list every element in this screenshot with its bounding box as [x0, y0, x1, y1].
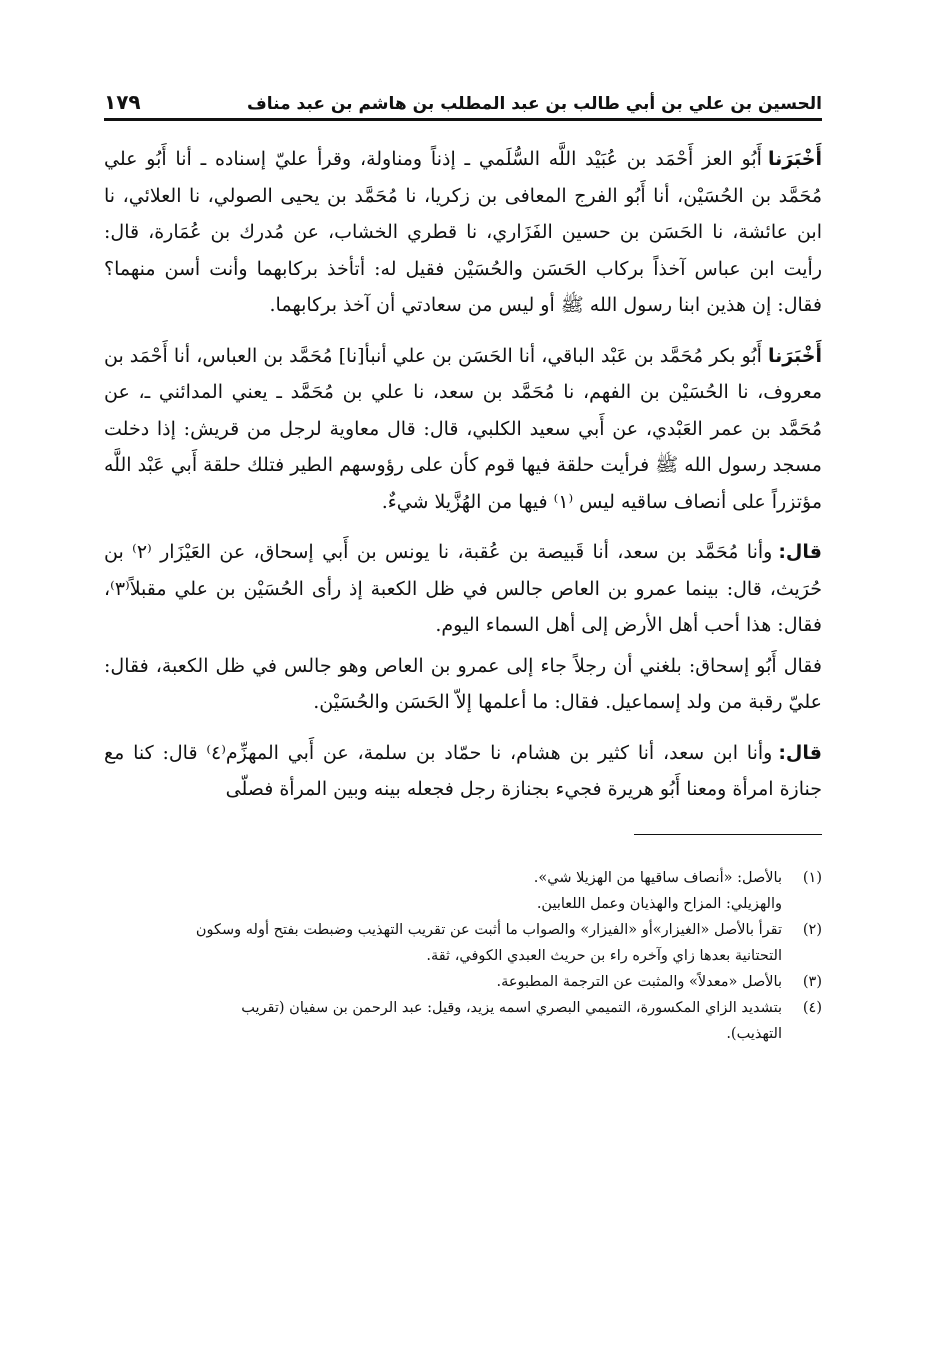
footnote-number: (٤) [802, 999, 822, 1016]
paragraph-text: فقال أَبُو إسحاق: بلغني أن رجلاً جاء إلى عمرو بن العاص وهو جالس في ظل الكعبة، فقال: عليّ رقبة من ولد إسماعيل. فقال: ما أعلمها إلاّ الحَسَن والحُسَيْن. [104, 654, 822, 713]
footnote-text: بالأصل «معدلاً» والمثبت عن الترجمة المطبوعة. [496, 973, 782, 990]
running-title: الحسين بن علي بن أبي طالب بن عبد المطلب بن هاشم بن عبد مناف [247, 94, 822, 114]
footnote-number: (٢) [802, 921, 822, 938]
paragraph-lead: أَخْبَرَنا [767, 148, 822, 170]
footnote-text: التحتانية بعدها زاي وآخره راء بن حريث العبدي الكوفي، ثقة. [426, 947, 782, 964]
paragraph [104, 534, 822, 644]
footnote-number: (١) [802, 869, 822, 886]
footnote [104, 995, 822, 1047]
paragraph-text: وأنا مُحَمَّد بن سعد، أنا قَبيصة بن عُقبة، نا يونس بن أَبي إسحاق، عن العَيْزَار ⁽٢⁾ بن حُرَيث، قال: بينما عمرو بن العاص جالس في ظل الكعبة إذ رأى الحُسَيْن بن علي مقبلاً⁽٣⁾، فقال: هذا أحب أهل الأرض إلى أهل السماء اليوم. [104, 541, 822, 636]
footnote-separator [634, 834, 822, 835]
footnote-number: (٣) [802, 973, 822, 990]
paragraph [104, 141, 822, 324]
footnote-text: تقرأ بالأصل «الغيزار»أو «الفيزار» والصواب ما أثبت عن تقريب التهذيب وضبطت بفتح أوله وسكون [195, 921, 782, 938]
footnote-text: التهذيب). [726, 1025, 782, 1042]
footnote [104, 891, 822, 917]
paragraph-text: أَبُو العز أَحْمَد بن عُبَيْد اللَّه السُّلَمي ـ إذناً ومناولة، وقرأ عليّ إسناده ـ أنا أَبُو علي مُحَمَّد بن الحُسَيْن، أنا أَبُو الفرج المعافى بن زكريا، نا مُحَمَّد بن يحيى الصولي، نا العلائي، نا ابن عائشة، نا الحَسَن بن حسين الفَزَاري، نا قطري الخشاب، عن مُدرك بن عُمَارة، قال: رأيت ابن عباس آخذاً بركاب الحَسَن والحُسَيْن فقيل له: أتأخذ بركابهما وأنت أسن منهما؟ فقال: إن هذين ابنا رسول الله ﷺ أو ليس من سعادتي أن آخذ بركابهما. [104, 148, 822, 316]
paragraph [104, 648, 822, 721]
paragraph [104, 338, 822, 521]
page-number: ١٧٩ [104, 90, 141, 114]
paragraph [104, 735, 822, 808]
footnote-text: بتشديد الزاي المكسورة، التميمي البصري اسمه يزيد، وقيل: عبد الرحمن بن سفيان (تقريب [241, 999, 782, 1016]
footnotes [104, 865, 822, 1047]
paragraph-lead: قال: [778, 541, 822, 563]
main-text [104, 141, 822, 808]
paragraph-lead: أَخْبَرَنا [767, 344, 822, 367]
paragraph-text: أَبُو بكر مُحَمَّد بن عَبْد الباقي، أنا الحَسَن بن علي أنبأ[نا] مُحَمَّد بن العباس، أنا أَحْمَد بن معروف، نا الحُسَيْن بن الفهم، نا مُحَمَّد بن سعد، نا علي بن مُحَمَّد ـ يعني المدائني ـ، عن مُحَمَّد بن عمر العَبْدي، عن أَبي سعيد الكلبي، قال: قال معاوية لرجل من قريش: إذا دخلت مسجد رسول الله ﷺ فرأيت حلقة فيها قوم كأن على رؤوسهم الطير فتلك حلقة أَبي عَبْد اللَّه مؤتزراً على أنصاف ساقيه ليس ⁽١⁾ فيها من الهُزَّيلا شيءٌ. [104, 344, 822, 513]
page-header [104, 78, 822, 121]
book-page [104, 78, 822, 1047]
paragraph-lead: قال: [778, 741, 822, 764]
footnote [104, 969, 822, 995]
footnote-text: بالأصل: «أنصاف ساقيها من الهزيلا شي». [533, 869, 782, 886]
footnote [104, 865, 822, 891]
footnote [104, 917, 822, 969]
paragraph-text: وأنا ابن سعد، أنا كثير بن هشام، نا حمّاد بن سلمة، عن أَبي المهزِّم⁽٤⁾ قال: كنا مع جنازة امرأة ومعنا أَبُو هريرة فجيء بجنازة رجل فجعله بينه وبين المرأة فصلّى [104, 741, 822, 800]
footnote-text: والهزيلي: المزاح والهذيان وعمل اللعابين. [536, 895, 782, 912]
